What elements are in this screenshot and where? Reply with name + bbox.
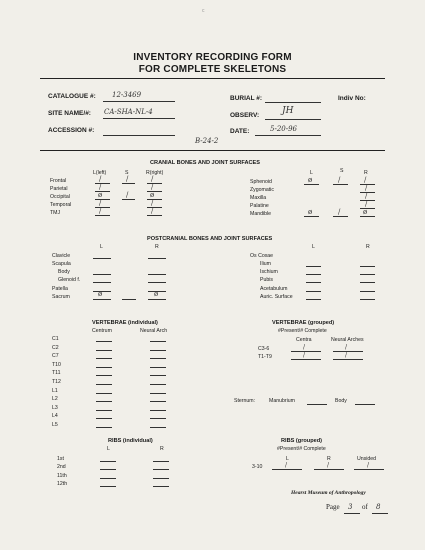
postcranial-glenoid: Glenoid f. <box>58 277 81 283</box>
vert-item-t10: T10 <box>52 361 61 368</box>
vert-item-l5: L5 <box>52 422 58 428</box>
museum-name: Hearst Museum of Anthropology <box>291 490 366 496</box>
corner-mark: c <box>202 8 205 14</box>
vert-grouped-sub: #Present/# Complete <box>278 328 327 334</box>
sternum-body: Body <box>335 398 347 404</box>
site-value[interactable]: CA-SHA-NL-4 <box>104 108 153 116</box>
ribs-12th: 12th <box>57 481 68 487</box>
cranial-right-col-s: S <box>340 168 344 174</box>
vert-item-c7: C7 <box>52 353 59 360</box>
vert-neural-line <box>150 410 166 411</box>
postcranial-scapula: Scapula <box>52 261 71 267</box>
postcranial-pubis: Pubis <box>260 277 273 283</box>
accession-label: ACCESSION #: <box>48 127 95 134</box>
vert-centrum-line <box>96 384 112 385</box>
vert-neural-line <box>150 418 166 419</box>
vert-grouped-c3-6: C3-6 <box>258 346 270 352</box>
postcranial-clavicle: Clavicle <box>52 253 71 259</box>
postcranial-ischium: Ischium <box>260 269 278 275</box>
postcranial-heading: POSTCRANIAL BONES AND JOINT SURFACES <box>147 236 273 242</box>
cranial-temporal: Temporal <box>50 202 72 208</box>
ribs-grouped-row-label: 3-10 <box>252 464 263 470</box>
ribs-grouped-heading: RIBS (grouped) <box>281 438 323 444</box>
vert-centrum-line <box>96 367 112 368</box>
total-value[interactable]: 8 <box>376 503 381 511</box>
ribs-2nd: 2nd <box>57 464 66 470</box>
vert-neural-line <box>150 393 166 394</box>
date-value[interactable]: 5-20-96 <box>270 125 297 133</box>
postcranial-ilium: Ilium <box>260 261 271 267</box>
of-label: of <box>362 503 368 511</box>
vert-grouped-col-neural: Neural Arches <box>331 337 364 343</box>
date-line <box>255 135 321 136</box>
ribs-col-r: R <box>160 446 164 452</box>
vert-item-t11: T11 <box>52 370 61 377</box>
postcranial-acetabulum: Acetabulum <box>260 286 288 292</box>
observ-label: OBSERV: <box>230 112 260 119</box>
cranial-col-right: R(right) <box>146 170 164 176</box>
vert-neural-line <box>150 358 166 359</box>
vert-neural-line <box>150 350 166 351</box>
vert-centrum-line <box>96 393 112 394</box>
cranial-sphenoid: Sphenoid <box>250 179 272 185</box>
catalogue-value[interactable]: 12-3469 <box>112 91 142 99</box>
ribs-grouped-sub: #Present/# Complete <box>277 446 326 452</box>
page-label: Page <box>326 503 340 511</box>
page-value[interactable]: 3 <box>348 503 353 511</box>
date-label: DATE: <box>230 128 250 135</box>
postcranial-sacrum: Sacrum <box>52 294 70 300</box>
sternum-manubrium: Manubrium <box>269 398 295 404</box>
extra-number: B-24-2 <box>195 137 219 145</box>
postcranial-col-l: L <box>100 244 103 250</box>
postcranial-os-coxae: Os Coxae <box>250 253 274 259</box>
postcranial-right-col-r: R <box>366 244 370 250</box>
vert-neural-line <box>150 427 166 428</box>
ribs-1st: 1st <box>57 456 64 462</box>
cranial-zygomatic: Zygomatic <box>250 187 274 193</box>
cranial-palatine: Palatine <box>250 203 269 209</box>
cranial-mandible: Mandible <box>250 211 272 217</box>
ribs-col-l: L <box>107 446 110 452</box>
cranial-occipital: Occipital <box>50 194 70 200</box>
vert-col-centrum: Centrum <box>92 328 112 334</box>
postcranial-right-col-l: L <box>312 244 315 250</box>
vert-item-l1: L1 <box>52 387 58 394</box>
vert-neural-line <box>150 384 166 385</box>
vert-neural-line <box>150 375 166 376</box>
site-line <box>103 118 175 119</box>
vert-centrum-line <box>96 350 112 351</box>
cranial-frontal: Frontal <box>50 178 67 184</box>
cranial-parietal: Parietal <box>50 186 68 192</box>
vert-centrum-line <box>96 401 112 402</box>
vert-grouped-heading: VERTEBRAE (grouped) <box>272 320 335 326</box>
form-title-line1: INVENTORY RECORDING FORM <box>133 52 292 63</box>
observ-value[interactable]: JH <box>282 106 294 116</box>
cranial-col-left: L(left) <box>93 170 107 176</box>
sternum-label: Sternum: <box>234 398 256 404</box>
vert-grouped-t1-t9: T1-T9 <box>258 354 272 360</box>
ribs-11th: 11th <box>57 473 67 479</box>
ribs-individual-heading: RIBS (individual) <box>108 438 153 444</box>
site-label: SITE NAME/#: <box>48 110 91 117</box>
catalogue-label: CATALOGUE #: <box>48 93 96 100</box>
header-rule <box>40 150 385 151</box>
vert-neural-line <box>150 401 166 402</box>
vert-centrum-line <box>96 341 112 342</box>
vert-item-c2: C2 <box>52 344 59 351</box>
vert-centrum-line <box>96 375 112 376</box>
vert-neural-line <box>150 367 166 368</box>
vert-centrum-line <box>96 418 112 419</box>
form-title-line2: FOR COMPLETE SKELETONS <box>138 64 287 75</box>
vert-neural-line <box>150 341 166 342</box>
cranial-col-s: S <box>125 170 129 176</box>
observ-line <box>265 119 321 120</box>
burial-line <box>265 102 321 103</box>
postcranial-auric-surface: Auric. Surface <box>260 294 293 300</box>
postcranial-col-r: R <box>155 244 159 250</box>
vert-item-l2: L2 <box>52 396 58 403</box>
indiv-label: Indiv No: <box>338 95 366 102</box>
ribs-grouped-col-unsided: Unsided <box>357 456 377 462</box>
vert-col-neural: Neural Arch <box>140 328 168 334</box>
vert-individual-heading: VERTEBRAE (individual) <box>92 320 158 326</box>
catalogue-line <box>103 101 175 102</box>
ribs-grouped-col-l: L <box>286 456 289 462</box>
cranial-maxilla: Maxilla <box>250 195 267 201</box>
vert-centrum-line <box>96 358 112 359</box>
cranial-right-col-l: L <box>310 170 313 176</box>
vert-item-c1: C1 <box>52 336 59 342</box>
vert-item-t12: T12 <box>52 379 61 385</box>
title-rule <box>40 78 385 79</box>
postcranial-body: Body <box>58 269 70 275</box>
vert-item-l3: L3 <box>52 404 58 411</box>
vert-centrum-line <box>96 410 112 411</box>
accession-line <box>103 135 175 136</box>
ribs-grouped-col-r: R <box>327 456 331 462</box>
cranial-tmj: TMJ <box>50 210 61 216</box>
cranial-right-col-r: R <box>364 170 368 176</box>
burial-label: BURIAL #: <box>230 95 263 102</box>
postcranial-patella: Patella <box>52 286 68 292</box>
cranial-heading: CRANIAL BONES AND JOINT SURFACES <box>150 160 261 166</box>
vert-centrum-line <box>96 427 112 428</box>
vert-item-l4: L4 <box>52 413 58 420</box>
vert-grouped-col-centra: Centra <box>296 337 312 343</box>
